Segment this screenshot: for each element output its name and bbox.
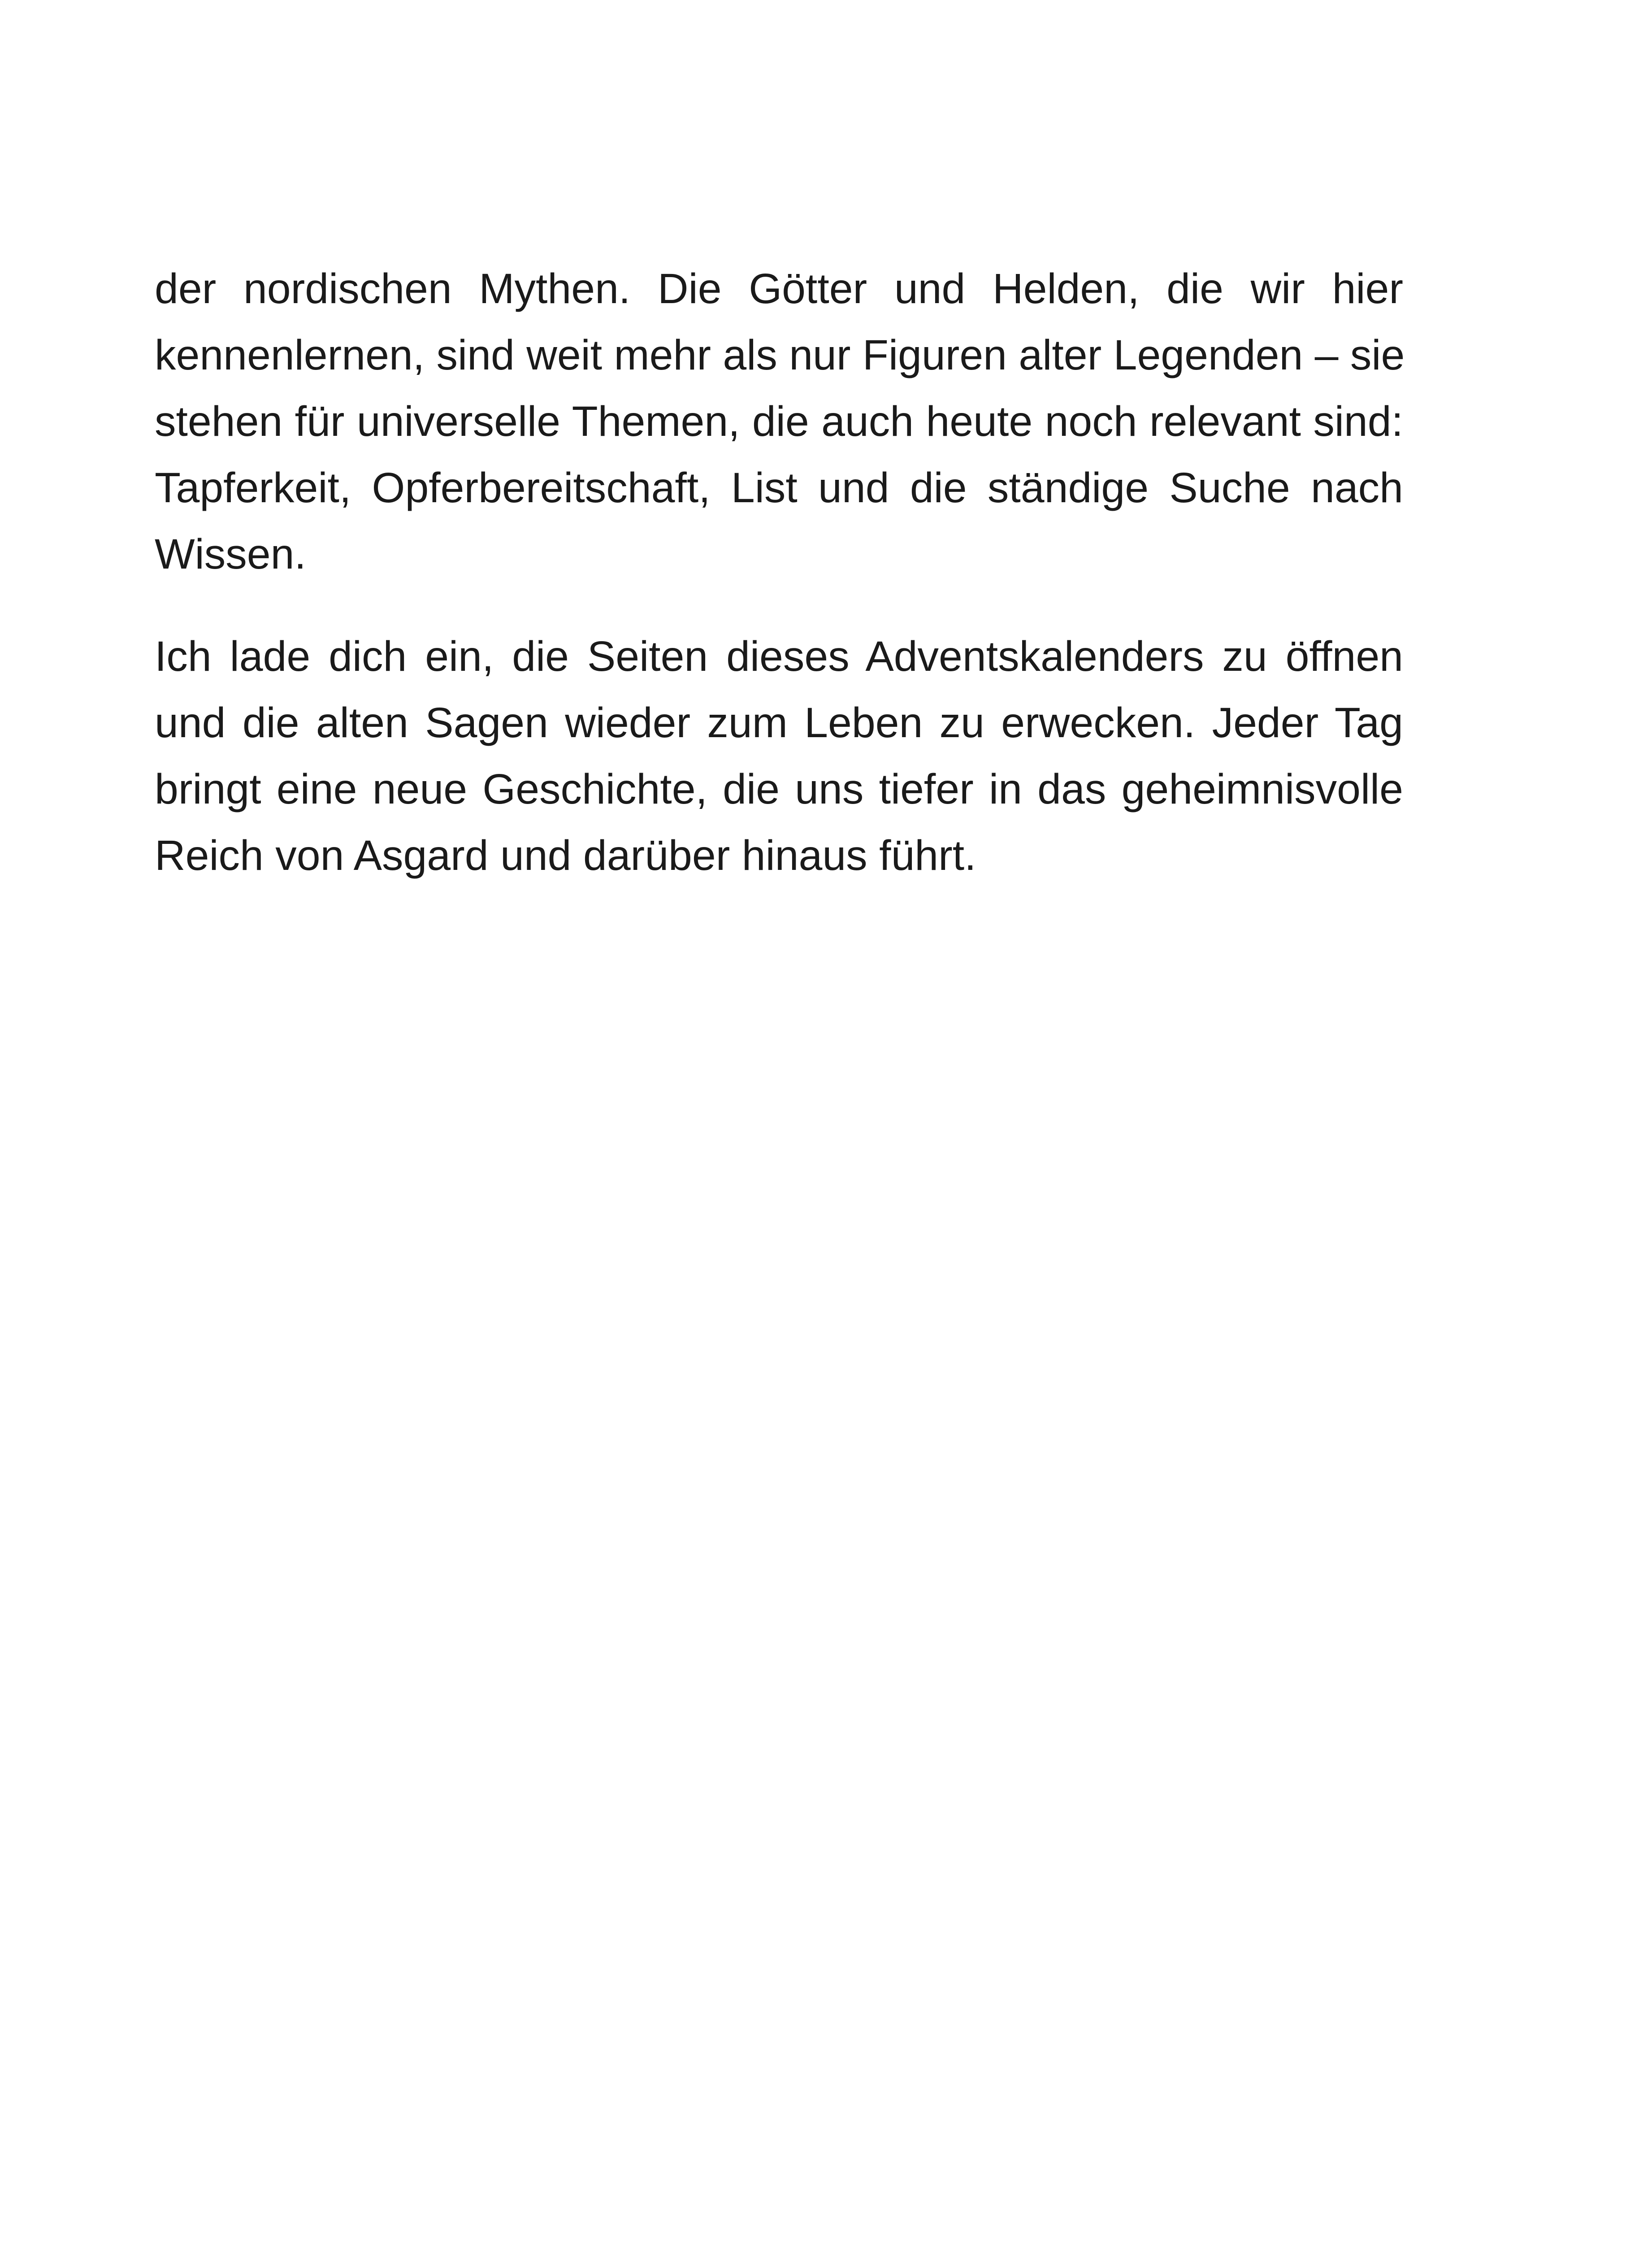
text-line: Reich von Asgard und darüber hinaus führt. <box>155 832 976 879</box>
paragraph-2 <box>155 623 1403 889</box>
body-text <box>155 256 1403 889</box>
paragraph-1 <box>155 256 1403 587</box>
text-line: stehen für universelle Themen, die auch heute noch relevant sind: <box>155 398 1403 445</box>
text-line: bringt eine neue Geschichte, die uns tiefer in das geheimnisvolle <box>155 765 1403 813</box>
text-line: Wissen. <box>155 530 306 578</box>
text-line: kennenlernen, sind weit mehr als nur Figuren alter Legenden – sie <box>155 331 1405 379</box>
text-line: Tapferkeit, Opferbereitschaft, List und die ständige Suche nach <box>155 464 1403 512</box>
text-line: Ich lade dich ein, die Seiten dieses Adventskalenders zu öffnen <box>155 633 1403 680</box>
text-line: und die alten Sagen wieder zum Leben zu erwecken. Jeder Tag <box>155 699 1403 747</box>
text-line: der nordischen Mythen. Die Götter und Helden, die wir hier <box>155 265 1403 313</box>
